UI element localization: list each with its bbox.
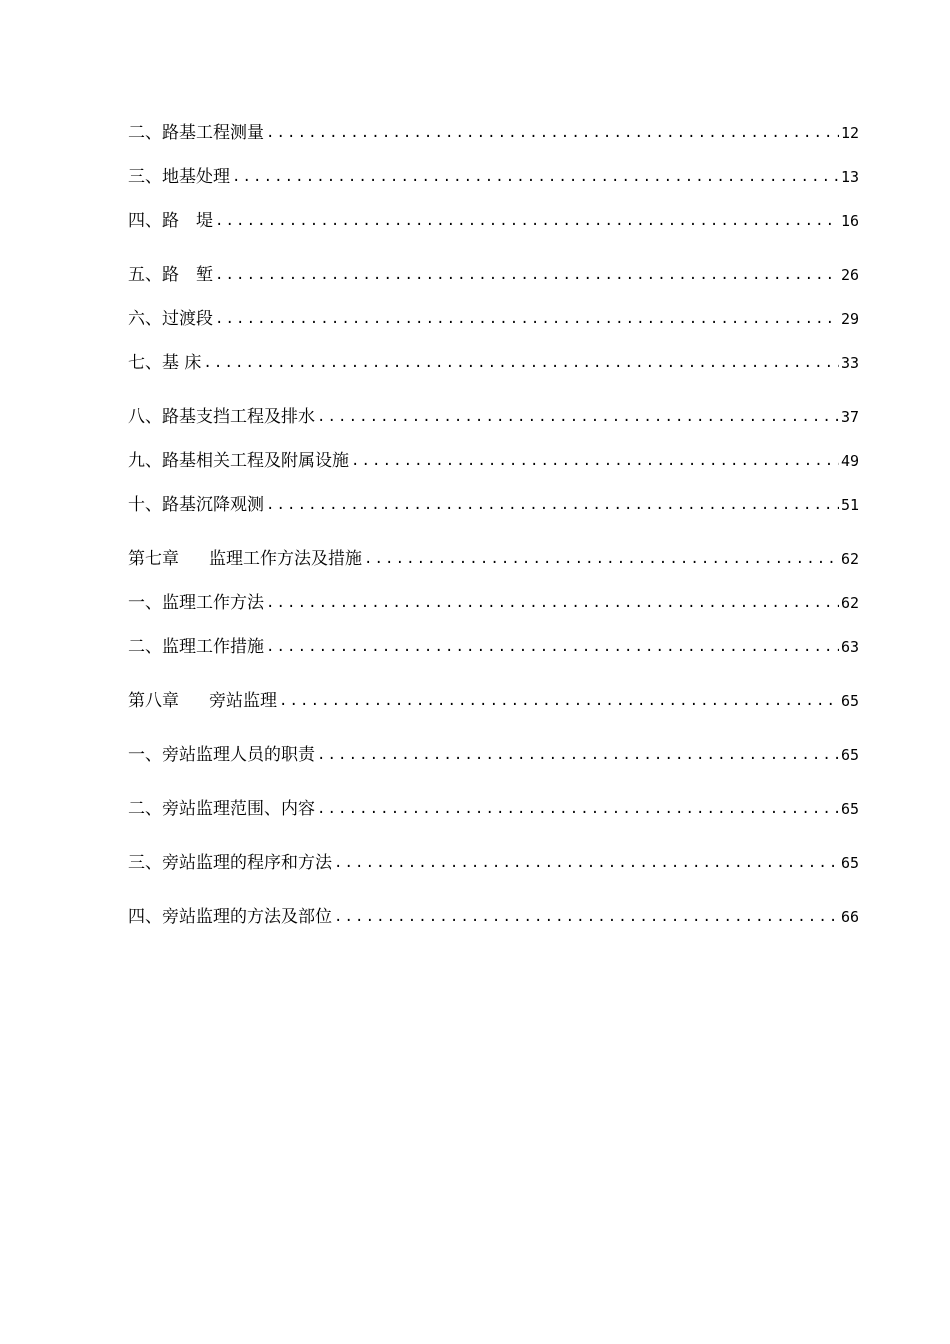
toc-page-number: 62 bbox=[840, 550, 859, 568]
toc-entry-title bbox=[128, 546, 362, 572]
toc-entry-method-location[interactable] bbox=[128, 904, 859, 930]
toc-page-number: 65 bbox=[840, 854, 859, 872]
toc-entry-title: 四、旁站监理的方法及部位 bbox=[128, 907, 332, 927]
dot-leader bbox=[334, 904, 839, 930]
toc-entry-embankment[interactable] bbox=[128, 208, 859, 234]
toc-entry-title: 二、监理工作措施 bbox=[128, 637, 264, 657]
toc-entry-title: 七、基 床 bbox=[128, 353, 202, 373]
toc-page-number: 66 bbox=[840, 908, 859, 926]
toc-entry-scope-content[interactable] bbox=[128, 796, 859, 822]
dot-leader bbox=[279, 688, 839, 714]
toc-page-number: 13 bbox=[840, 168, 859, 186]
dot-leader bbox=[232, 164, 839, 190]
toc-entry-settlement-observation[interactable] bbox=[128, 492, 859, 518]
toc-entry-title: 六、过渡段 bbox=[128, 309, 213, 329]
chapter-number: 第七章 bbox=[128, 549, 179, 569]
chapter-title: 监理工作方法及措施 bbox=[209, 549, 362, 569]
toc-entry-title bbox=[128, 688, 277, 714]
toc-entry-supervisor-duties[interactable] bbox=[128, 742, 859, 768]
toc-entry-chapter-7[interactable] bbox=[128, 546, 859, 572]
toc-entry-title: 五、路 堑 bbox=[128, 265, 213, 285]
toc-entry-cutting[interactable] bbox=[128, 262, 859, 288]
dot-leader bbox=[266, 634, 839, 660]
toc-entry-title: 一、旁站监理人员的职责 bbox=[128, 745, 315, 765]
toc-entry-title: 三、旁站监理的程序和方法 bbox=[128, 853, 332, 873]
chapter-number: 第八章 bbox=[128, 691, 179, 711]
toc-entry-transition-section[interactable] bbox=[128, 306, 859, 332]
toc-entry-title: 十、路基沉降观测 bbox=[128, 495, 264, 515]
toc-page-number: 49 bbox=[840, 452, 859, 470]
toc-page-number: 29 bbox=[840, 310, 859, 328]
dot-leader bbox=[364, 546, 839, 572]
toc-page-number: 12 bbox=[840, 124, 859, 142]
toc-entry-roadbed-survey[interactable] bbox=[128, 120, 859, 146]
dot-leader bbox=[203, 350, 839, 376]
dot-leader bbox=[266, 120, 839, 146]
toc-entry-title: 四、路 堤 bbox=[128, 211, 213, 231]
toc-entry-title: 二、旁站监理范围、内容 bbox=[128, 799, 315, 819]
toc-entry-retaining-drainage[interactable] bbox=[128, 404, 859, 430]
toc-page-number: 65 bbox=[840, 692, 859, 710]
toc-page-number: 65 bbox=[840, 746, 859, 764]
toc-entry-work-measures[interactable] bbox=[128, 634, 859, 660]
toc-entry-chapter-8[interactable] bbox=[128, 688, 859, 714]
toc-page-number: 65 bbox=[840, 800, 859, 818]
toc-page-number: 33 bbox=[840, 354, 859, 372]
dot-leader bbox=[317, 796, 839, 822]
toc-entry-title: 三、地基处理 bbox=[128, 167, 230, 187]
toc-entry-title: 八、路基支挡工程及排水 bbox=[128, 407, 315, 427]
dot-leader bbox=[334, 850, 839, 876]
toc-page-number: 26 bbox=[840, 266, 859, 284]
dot-leader bbox=[215, 306, 839, 332]
toc-entry-title: 一、监理工作方法 bbox=[128, 593, 264, 613]
dot-leader bbox=[215, 208, 839, 234]
toc-page-number: 51 bbox=[840, 496, 859, 514]
dot-leader bbox=[266, 492, 839, 518]
dot-leader bbox=[317, 404, 839, 430]
dot-leader bbox=[317, 742, 839, 768]
toc-entry-title: 二、路基工程测量 bbox=[128, 123, 264, 143]
toc-entry-work-methods[interactable] bbox=[128, 590, 859, 616]
toc-page-number: 16 bbox=[840, 212, 859, 230]
toc-entry-related-works[interactable] bbox=[128, 448, 859, 474]
dot-leader bbox=[351, 448, 839, 474]
toc-page-number: 37 bbox=[840, 408, 859, 426]
toc-page-number: 62 bbox=[840, 594, 859, 612]
toc-entry-subgrade-bed[interactable] bbox=[128, 350, 859, 376]
toc-entry-procedure-method[interactable] bbox=[128, 850, 859, 876]
toc-page-number: 63 bbox=[840, 638, 859, 656]
dot-leader bbox=[266, 590, 839, 616]
toc-entry-foundation-treatment[interactable] bbox=[128, 164, 859, 190]
dot-leader bbox=[215, 262, 839, 288]
chapter-title: 旁站监理 bbox=[209, 691, 277, 711]
toc-entry-title: 九、路基相关工程及附属设施 bbox=[128, 451, 349, 471]
